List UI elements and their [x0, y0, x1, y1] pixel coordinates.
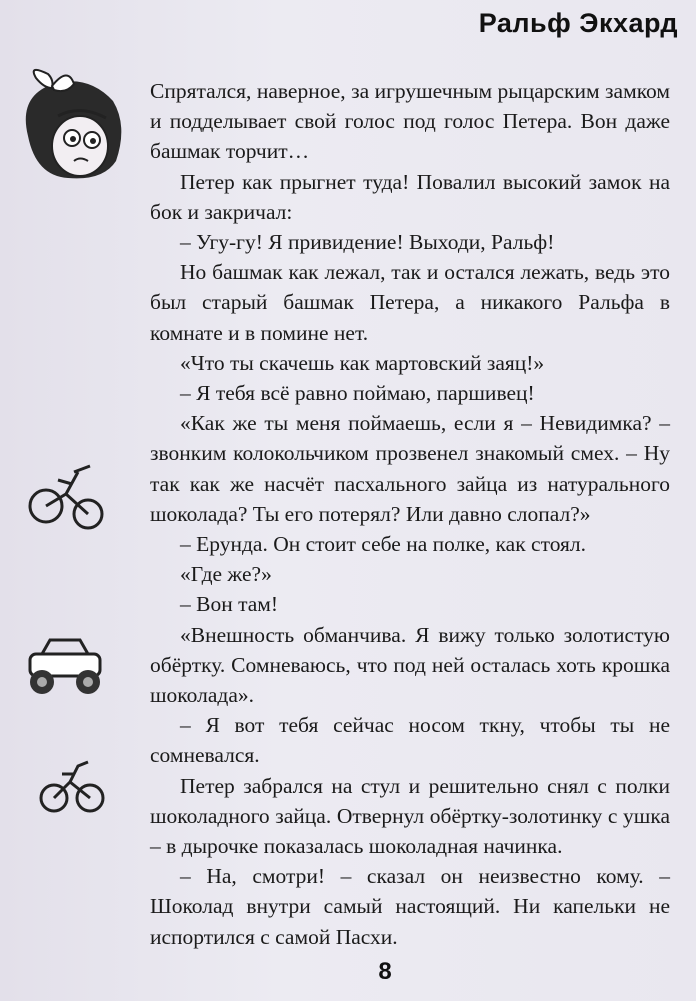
paragraph: – Я вот тебя сейчас носом ткну, чтобы ты не сомневался. — [150, 713, 670, 768]
paragraph: «Внешность обманчива. Я вижу только золотистую обёртку. Сомневаюсь, что под ней осталась хоть крошка шоколада». — [150, 622, 670, 708]
paragraph: – На, смотри! – сказал он неизвестно кому. – Шоколад внутри самый настоящий. Ни капельки не испортился с самой Пасхи. — [150, 864, 670, 949]
show-through-text — [400, 14, 407, 45]
small-bicycle-icon — [38, 752, 108, 822]
paragraph: – Вон там! — [180, 592, 279, 617]
paragraph: – Ерунда. Он стоит себе на полке, как стоял. — [180, 532, 587, 557]
paragraph: Но башмак как лежал, так и остался лежать, ведь это был старый башмак Петера, а никакого Ральфа в комнате и в помине нет. — [150, 260, 670, 345]
body-text — [150, 76, 670, 952]
page-header-author: Ральф Экхард — [478, 8, 678, 38]
bicycle-icon — [28, 458, 108, 538]
toy-car-icon — [20, 632, 110, 702]
paragraph: Спрятался, наверное, за игрушечным рыцарским замком и подделывает свой голос под голос Петера. Вон даже башмак торчит… — [150, 79, 670, 164]
paragraph: – Я тебя всё равно поймаю, паршивец! — [180, 381, 535, 406]
paragraph: Петер как прыгнет туда! Повалил высокий замок на бок и закричал: — [150, 169, 670, 224]
page-number: 8 — [378, 958, 392, 985]
paragraph: «Как же ты меня поймаешь, если я – Невидимка? – звонким колокольчиком прозвенел знакомый смех. – Ну так как же насчёт пасхального зайца из натурального шоколада? Ты его потерял? Или давно слопал?» — [150, 411, 670, 526]
paragraph: – Угу-гу! Я привидение! Выходи, Ральф! — [180, 230, 555, 255]
paragraph: «Где же?» — [180, 562, 272, 587]
paragraph: Петер забрался на стул и решительно снял с полки шоколадного зайца. Отвернул обёртку-золотинку с ушка – в дырочке показалась шоколадная начинка. — [150, 773, 670, 859]
paragraph: «Что ты скачешь как мартовский заяц!» — [180, 350, 545, 375]
girl-face-icon — [8, 66, 133, 191]
